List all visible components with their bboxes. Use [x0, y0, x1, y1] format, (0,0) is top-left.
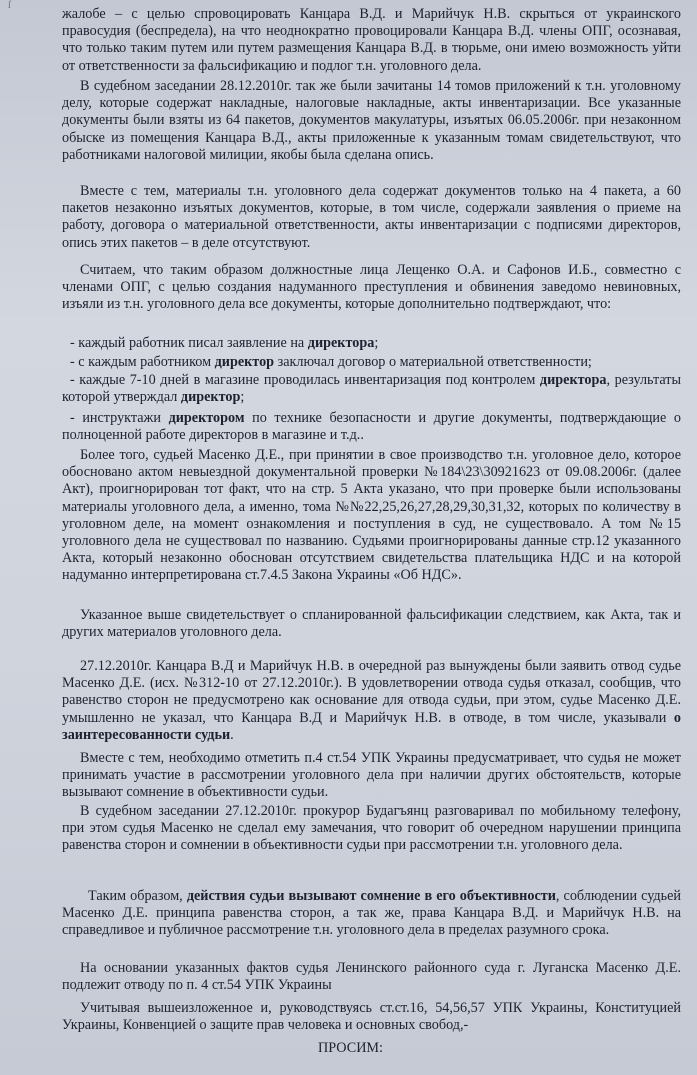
paragraph-1: жалобе – с целью спровоцировать Канцара В.Д. и Марийчук Н.В. скрыться от украинского правосудия (беспредела), на что неоднократно провоцировали Канцара В.Д. члены ОПГ, осознавая, что только таким путем или путем размещения Канцара В.Д. в тюрьме, они имею возможность уйти от ответственности за фальсификацию и подлог т.н. уголовного дела. — [62, 6, 681, 74]
paragraph-5: Более того, судьей Масенко Д.Е., при принятии в свое производство т.н. уголовное дело, которое обосновано актом невыездной документальной проверки №184\23\30921623 от 09.08.2006г. (далее Акт), проигнорирован тот факт, что на стр. 5 Акта указано, что при проверке были использованы материалы уголовного дела, а именно, тома №№22,25,26,27,28,29,30,31,32, которых по количеству в уголовном деле, на момент ознакомления и поступления в суд, не существовало. А том №15 уголовного дела не существовал по названию. Судьями проигнорированы данные стр.12 указанного Акта, который незаконно обоснован отсутствием свидетельства плательщика НДС и на которой надуманно интерпретирована ст.7.4.5 Закона Украины «Об НДС». — [62, 447, 681, 584]
list-item-1: - каждый работник писал заявление на директора; — [70, 335, 379, 351]
paragraph-7: 27.12.2010г. Канцара В.Д и Марийчук Н.В. в очередной раз вынуждены были заявить отвод судье Масенко Д.Е. (исх. №312-10 от 27.12.2010г.). В удовлетворении отвода судья отказал, сообщив, что равенство сторон не предусмотрено как основание для отвода судьи, при этом, судье Масенко Д.Е. умышленно не указал, что Канцара В.Д и Марийчук Н.В. в отводе, в том числе, указывали о заинтересованности судьи. — [62, 658, 681, 743]
paragraph-3: Вместе с тем, материалы т.н. уголовного дела содержат документов только на 4 пакета, а 60 пакетов незаконно изъятых документов, которые, в том числе, содержали заявления о приеме на работу, договора о материальной ответственности, акты инвентаризации с подписями директоров, опись этих пакетов – в деле отсутствуют. — [62, 183, 681, 251]
paragraph-9: В судебном заседании 27.12.2010г. прокурор Будагъянц разговаривал по мобильному телефону, при этом судья Масенко не сделал ему замечания, что говорит об очередном нарушении принципа равенства сторон и сомнении в объективности судьи при рассмотрении т.н. уголовного дела. — [62, 803, 681, 854]
paragraph-12: Учитывая вышеизложенное и, руководствуясь ст.ст.16, 54,56,57 УПК Украины, Конституцией Украины, Конвенцией о защите прав человека и основных свобод,- — [62, 1000, 681, 1034]
paragraph-10: Таким образом, действия судьи вызывают сомнение в его объективности, соблюдении судьей Масенко Д.Е. принципа равенства сторон, а так же, права Канцара В.Д. и Марийчук Н.В. на справедливое и публичное рассмотрение т.н. уголовного дела в пределах разумного срока. — [62, 888, 682, 939]
paragraph-11: На основании указанных фактов судья Ленинского районного суда г. Луганска Масенко Д.Е. подлежит отводу по п. 4 ст.54 УПК Украины — [62, 960, 681, 994]
corner-mark: ſ — [8, 0, 11, 11]
paragraph-2: В судебном заседании 28.12.2010г. так же были зачитаны 14 томов приложений к т.н. уголовному делу, которые содержат накладные, налоговые накладные, акты инвентаризации. Все указанные документы были взяты из 64 пакетов, документов макулатуры, изъятых 06.05.2006г. при незаконном обыске из помещения Канцара В.Д., акты приложенные к указанным томам свидетельствуют, что работниками налоговой милиции, якобы была сделана опись. — [62, 78, 681, 163]
paragraph-6: Указанное выше свидетельствует о спланированной фальсификации следствием, как Акта, так и других материалов уголовного дела. — [62, 607, 681, 641]
paragraph-4: Считаем, что таким образом должностные лица Лещенко О.А. и Сафонов И.Б., совместно с членами ОПГ, с целью создания надуманного преступления и обвинения заведомо невиновных, изъяли из т.н. уголовного дела все документы, которые дополнительно подтверждают, что: — [62, 262, 681, 313]
list-item-4: - инструктажи директором по технике безопасности и другие документы, подтверждающие о полноценной работе директоров в магазине и т.д.. — [62, 410, 681, 444]
closing-request: ПРОСИМ: — [318, 1040, 383, 1056]
list-item-3: - каждые 7-10 дней в магазине проводилась инвентаризация под контролем директора, результаты которой утверждал директор; — [62, 372, 681, 406]
paragraph-8: Вместе с тем, необходимо отметить п.4 ст.54 УПК Украины предусматривает, что судья не может принимать участие в рассмотрении уголовного дела при наличии других обстоятельств, которые вызывают сомнение в объективности судьи. — [62, 750, 681, 801]
list-item-2: - с каждым работником директор заключал договор о материальной ответственности; — [70, 354, 592, 370]
